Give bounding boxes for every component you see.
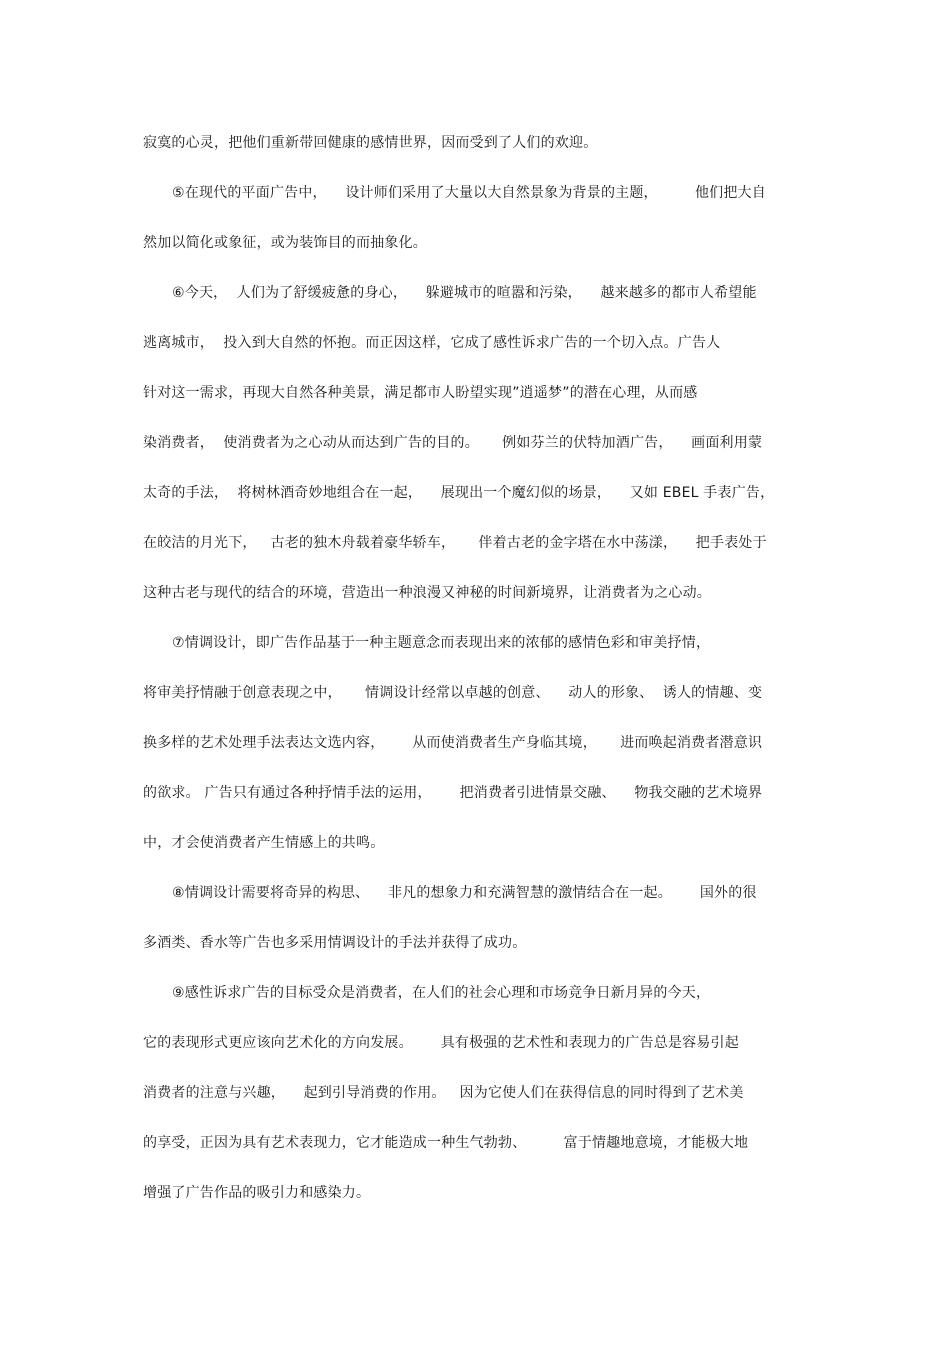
text-line: 的欲求。 广告只有通过各种抒情手法的运用， 把消费者引进情景交融、 物我交融的艺术境界 [143, 785, 763, 801]
text-line: 消费者的注意与兴趣， 起到引导消费的作用。 因为它使人们在获得信息的同时得到了艺术美 [143, 1085, 744, 1101]
paragraph-7-start: ⑦情调设计，即广告作品基于一种主题意念而表现出来的浓郁的感情色彩和审美抒情， [172, 635, 711, 651]
text-line: 然加以简化或象征，或为装饰目的而抽象化。 [143, 235, 427, 251]
text-line: 它的表现形式更应该向艺术化的方向发展。 具有极强的艺术性和表现力的广告总是容易引起 [143, 1035, 739, 1051]
text-line: 太奇的手法， 将树林酒奇妙地组合在一起， 展现出一个魔幻似的场景， 又如 EBEL 手表广告， [143, 485, 775, 501]
text-line: 增强了广告作品的吸引力和感染力。 [143, 1185, 371, 1201]
paragraph-8-start: ⑧情调设计需要将奇异的构思、 非凡的想象力和充满智慧的激情结合在一起。 国外的很 [172, 885, 757, 901]
paragraph-9-start: ⑨感性诉求广告的目标受众是消费者，在人们的社会心理和市场竞争日新月异的今天， [172, 985, 711, 1001]
text-line: 针对这一需求，再现大自然各种美景，满足都市人盼望实现”逍遥梦”的潜在心理，从而感 [143, 385, 698, 401]
text-line: 这种古老与现代的结合的环境，营造出一种浪漫又神秘的时间新境界，让消费者为之心动。 [143, 585, 711, 601]
text-line: 多酒类、香水等广告也多采用情调设计的手法并获得了成功。 [143, 935, 527, 951]
text-line: 在皎洁的月光下， 古老的独木舟载着豪华轿车， 伴着古老的金字塔在水中荡漾， 把手表处于 [143, 535, 767, 551]
text-line: 换多样的艺术处理手法表达文选内容， 从而使消费者生产身临其境， 进而唤起消费者潜意识 [143, 735, 763, 751]
text-line: 的享受，正因为具有艺术表现力，它才能造成一种生气勃勃、 富于情趣地意境，才能极大地 [143, 1135, 749, 1151]
paragraph-5-start: ⑤在现代的平面广告中， 设计师们采用了大量以大自然景象为背景的主题， 他们把大自 [172, 185, 766, 201]
text-line: 将审美抒情融于创意表现之中， 情调设计经常以卓越的创意、 动人的形象、 诱人的情趣、变 [143, 685, 763, 701]
paragraph-6-start: ⑥今天， 人们为了舒缓疲惫的身心， 躲避城市的喧嚣和污染， 越来越多的都市人希望能 [172, 285, 757, 301]
text-line: 逃离城市， 投入到大自然的怀抱。而正因这样，它成了感性诉求广告的一个切入点。广告人 [143, 335, 721, 351]
text-line: 寂寞的心灵，把他们重新带回健康的感情世界，因而受到了人们的欢迎。 [143, 135, 598, 151]
text-line: 染消费者， 使消费者为之心动从而达到广告的目的。 例如芬兰的伏特加酒广告， 画面利用蒙 [143, 435, 763, 451]
text-line: 中，才会使消费者产生情感上的共鸣。 [143, 835, 385, 851]
